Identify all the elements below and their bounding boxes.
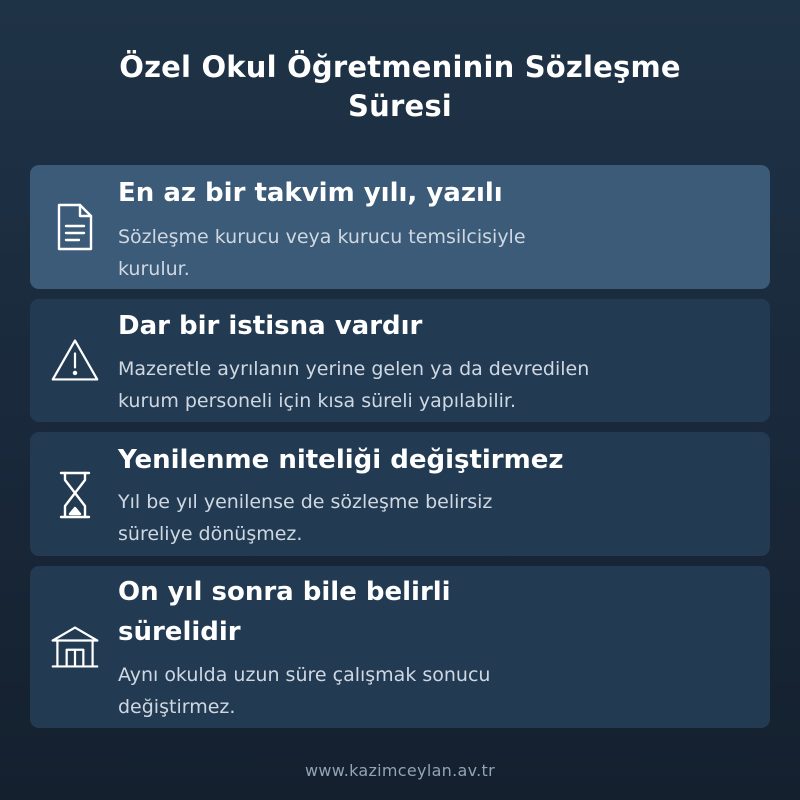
card-body (118, 353, 730, 417)
card-heading-line-1: On yıl sonra bile belirli (118, 577, 451, 607)
warning-icon (50, 335, 100, 385)
card-body-line-2: kurulur. (118, 258, 190, 280)
card-body-line-1: Mazeretle ayrılanın yerine gelen ya da devredilen (118, 358, 590, 380)
card-heading (118, 572, 746, 652)
card-body-line-2: kurum personeli için kısa süreli yapılabilir. (118, 390, 516, 412)
card-body-line-1: Sözleşme kurucu veya kurucu temsilcisiyle (118, 226, 526, 248)
card-body-line-2: değiştirmez. (118, 696, 236, 718)
card-body (118, 659, 730, 723)
card-heading: Dar bir istisna vardır (118, 311, 423, 341)
document-icon (50, 202, 100, 252)
page-title-line-1: Özel Okul Öğretmeninin Sözleşme (119, 50, 681, 84)
card-body-line-1: Yıl be yıl yenilense de sözleşme belirsiz (118, 491, 493, 513)
card-heading: Yenilenme niteliği değiştirmez (118, 445, 564, 475)
page-title-line-2: Süresi (348, 89, 452, 123)
card-body (118, 221, 730, 285)
card-minimum-term (30, 165, 770, 289)
hourglass-icon (50, 470, 100, 520)
card-body-line-2: süreliye dönüşmez. (118, 523, 303, 545)
school-building-icon (50, 622, 100, 672)
card-ten-years (30, 566, 770, 728)
card-body (118, 486, 730, 550)
website-url: www.kazimceylan.av.tr (305, 761, 495, 780)
card-body-line-1: Aynı okulda uzun süre çalışmak sonucu (118, 664, 491, 686)
card-exception (30, 299, 770, 422)
card-heading: En az bir takvim yılı, yazılı (118, 178, 503, 208)
card-heading-line-2: sürelidir (118, 617, 241, 647)
card-renewal (30, 432, 770, 556)
page-title (60, 48, 740, 126)
